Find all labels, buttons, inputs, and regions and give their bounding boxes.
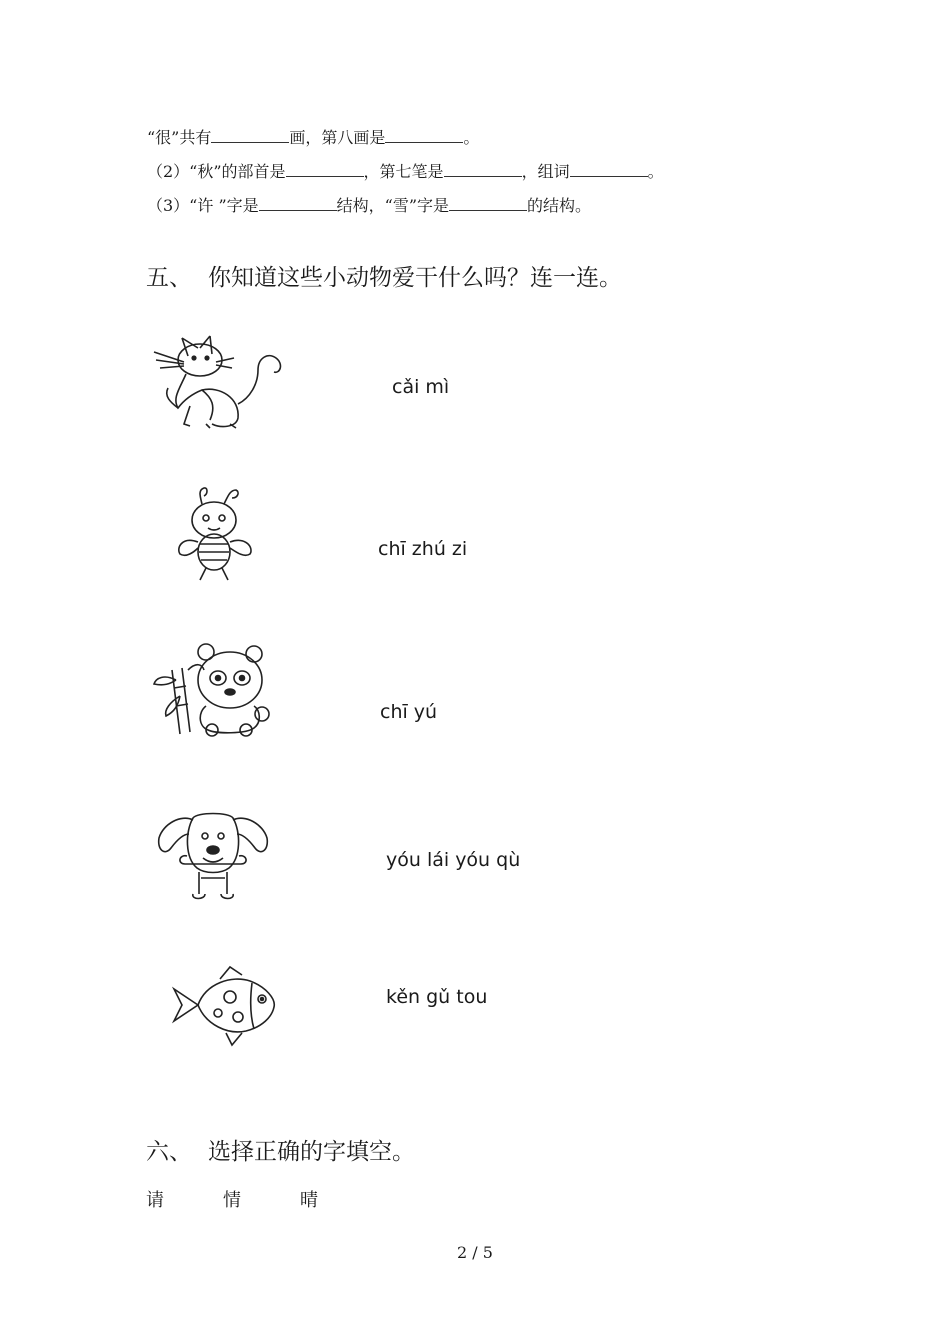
question-line-3: [147, 193, 591, 216]
question-text: ，组词: [521, 162, 570, 181]
section-6-heading: [146, 1133, 415, 1166]
pinyin-option: chī zhú zi: [378, 538, 468, 560]
section-title: 选择正确的字填空。: [208, 1139, 415, 1165]
character-choice: 情: [223, 1190, 241, 1211]
question-text: “很”共有: [147, 128, 212, 147]
question-text: 画，第八画是: [289, 128, 386, 147]
pinyin-option: chī yú: [380, 701, 438, 723]
question-text: （3）“许 ”字是: [147, 196, 259, 215]
question-text: 结构，“雪”字是: [336, 196, 450, 215]
section-title: 你知道这些小动物爱干什么吗？连一连。: [208, 265, 622, 291]
answer-blank[interactable]: [449, 194, 527, 211]
question-text: 。: [463, 128, 480, 147]
pinyin-option: kěn gǔ tou: [386, 986, 488, 1008]
question-line-1: [147, 125, 479, 148]
answer-blank[interactable]: [444, 160, 522, 177]
answer-blank[interactable]: [286, 160, 364, 177]
question-text: ，第七笔是: [363, 162, 444, 181]
page-number: 2 / 5: [457, 1243, 493, 1262]
question-text: 的结构。: [527, 196, 592, 215]
character-choices: [146, 1186, 377, 1212]
section-number: 五、: [146, 265, 192, 291]
panda-icon: [150, 640, 275, 738]
question-text: 。: [647, 162, 664, 181]
pinyin-option: yóu lái yóu qù: [386, 849, 521, 871]
character-choice: 请: [146, 1190, 164, 1211]
answer-blank[interactable]: [385, 126, 463, 143]
dog-icon: [153, 808, 271, 904]
fish-icon: [170, 965, 278, 1047]
pinyin-option: cǎi mì: [392, 376, 450, 398]
character-choice: 晴: [300, 1190, 318, 1211]
question-text: （2）“秋”的部首是: [147, 162, 286, 181]
cat-icon: [150, 328, 295, 436]
bee-icon: [172, 486, 258, 584]
question-line-2: [147, 159, 664, 182]
section-number: 六、: [146, 1139, 192, 1165]
answer-blank[interactable]: [570, 160, 648, 177]
answer-blank[interactable]: [259, 194, 337, 211]
answer-blank[interactable]: [211, 126, 289, 143]
section-5-heading: [146, 259, 622, 292]
